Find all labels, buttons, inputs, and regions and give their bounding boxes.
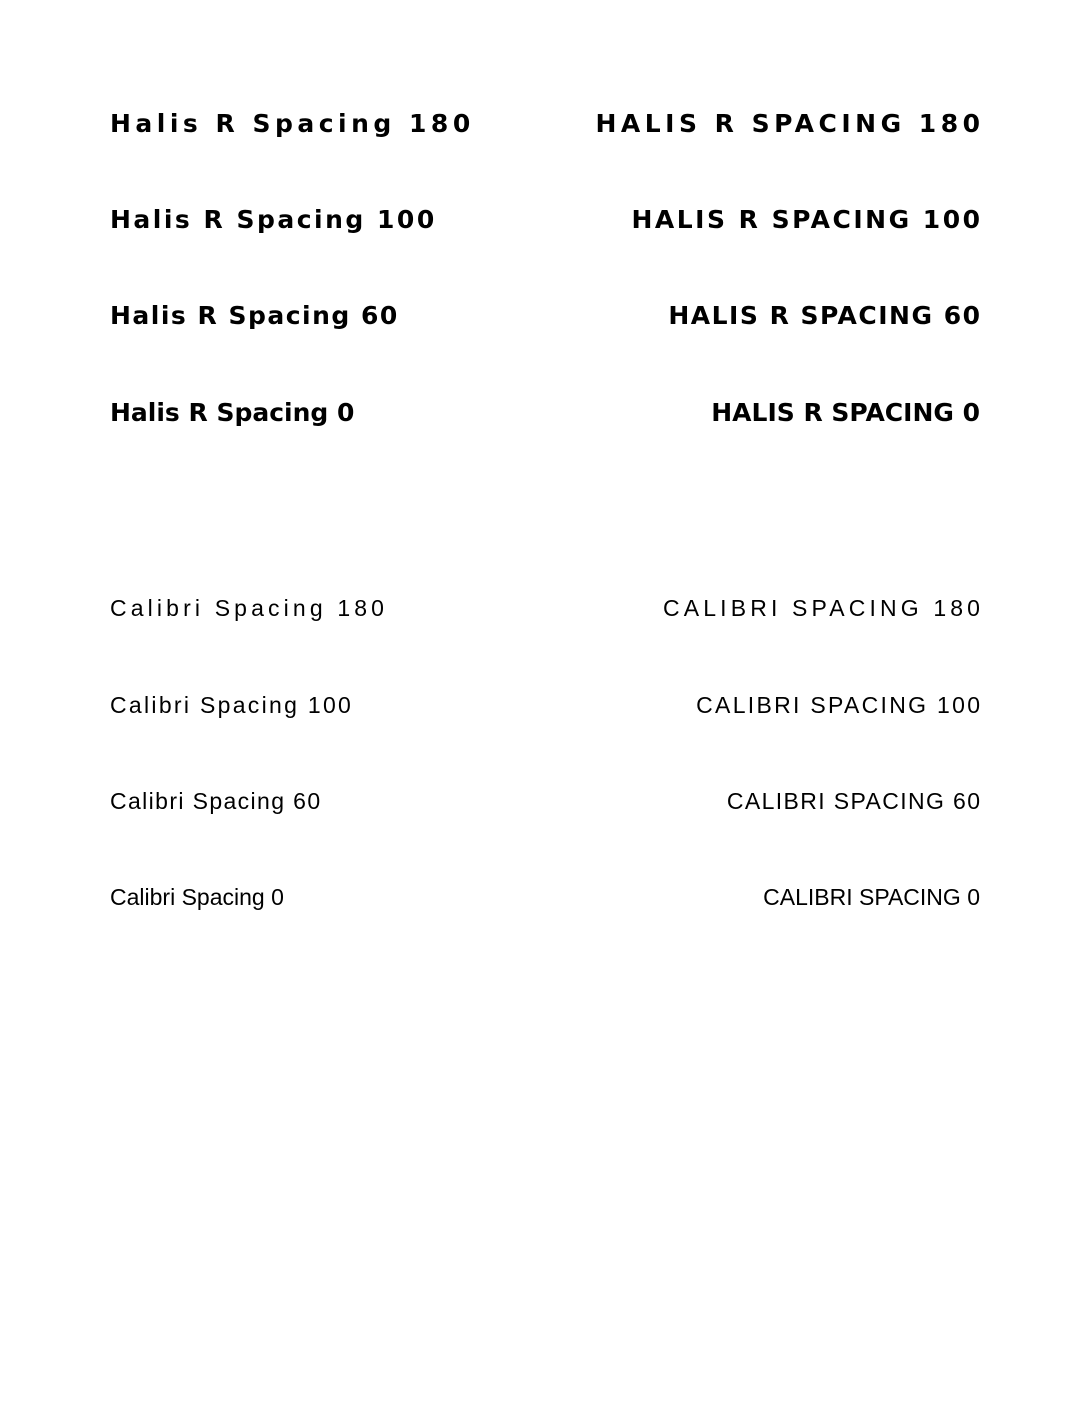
halis-sample-180: Halis R Spacing 180	[110, 109, 475, 138]
calibri-sample-0: Calibri Spacing 0	[110, 884, 284, 910]
calibri-uppercase-sample-180: CALIBRI SPACING 180	[663, 595, 985, 621]
halis-sample-0: Halis R Spacing 0	[110, 398, 355, 427]
calibri-sample-100: Calibri Spacing 100	[110, 692, 354, 718]
calibri-sample-180: Calibri Spacing 180	[110, 595, 389, 621]
calibri-uppercase-sample-100: CALIBRI SPACING 100	[696, 692, 983, 718]
halis-sample-100: Halis R Spacing 100	[110, 205, 437, 234]
halis-uppercase-sample-180: HALIS R SPACING 180	[595, 109, 985, 138]
calibri-sample-60: Calibri Spacing 60	[110, 788, 322, 814]
halis-uppercase-sample-0: HALIS R SPACING 0	[711, 398, 980, 427]
halis-uppercase-sample-60: HALIS R SPACING 60	[668, 301, 982, 330]
halis-uppercase-sample-100: HALIS R SPACING 100	[631, 205, 983, 234]
calibri-uppercase-sample-60: CALIBRI SPACING 60	[726, 788, 982, 814]
halis-sample-60: Halis R Spacing 60	[110, 301, 399, 330]
calibri-uppercase-sample-0: CALIBRI SPACING 0	[763, 884, 980, 910]
